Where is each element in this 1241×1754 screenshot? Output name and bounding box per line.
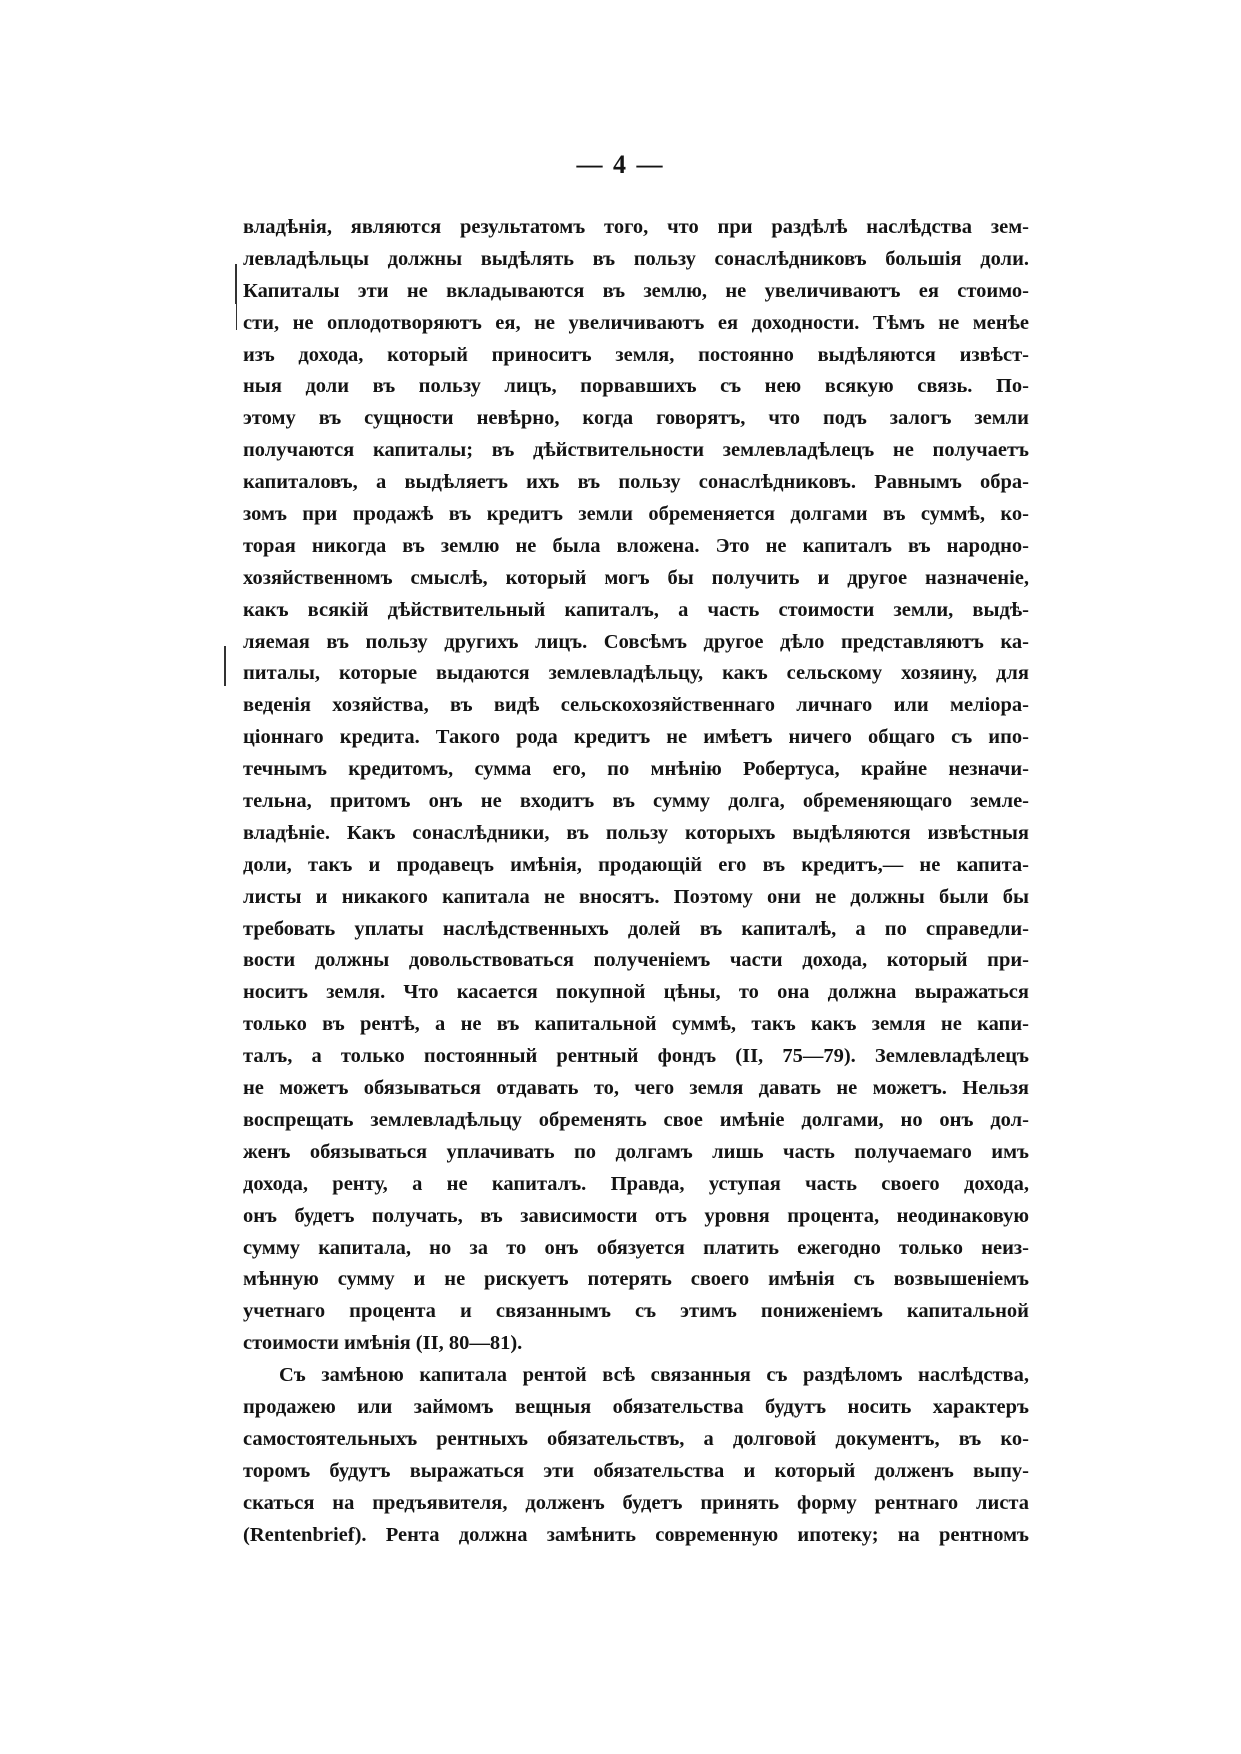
text-line: самостоятельныхъ рентныхъ обязательствъ, а долговой документъ, въ ко-: [243, 1427, 1029, 1450]
text-line: зомъ при продажѣ въ кредитъ земли обременяется долгами въ суммѣ, ко-: [243, 503, 1029, 526]
text-line: не можетъ обязываться отдавать то, чего земля давать не можетъ. Нельзя: [243, 1077, 1029, 1100]
text-line: какъ всякій дѣйствительный капиталъ, а часть стоимости земли, выдѣ-: [243, 598, 1029, 621]
text-line: дохода, ренту, а не капиталъ. Правда, уступая часть своего дохода,: [243, 1172, 1029, 1195]
text-line: владѣніе. Какъ сонаслѣдники, въ пользу которыхъ выдѣляются извѣстныя: [243, 821, 1029, 844]
text-line: Съ замѣною капитала рентой всѣ связанныя съ раздѣломъ наслѣдства,: [279, 1364, 1029, 1387]
text-line: сти, не оплодотворяютъ ея, не увеличиваютъ ея доходности. Тѣмъ не менѣе: [243, 311, 1029, 334]
text-line: веденія хозяйства, въ видѣ сельскохозяйственнаго личнаго или мелiора-: [243, 694, 1029, 717]
paragraph-1: [243, 212, 1029, 1360]
text-line: капиталовъ, а выдѣляетъ ихъ въ пользу сонаслѣдниковъ. Равнымъ обра-: [243, 471, 1029, 494]
body-text: [243, 212, 1029, 1551]
text-line: сумму капитала, но за то онъ обязуется платить ежегодно только неиз-: [243, 1236, 1029, 1259]
text-line: скаться на предъявителя, долженъ будетъ принять форму рентнаго листа: [243, 1491, 1029, 1514]
text-line: Капиталы эти не вкладываются въ землю, не увеличиваютъ ея стоимо-: [243, 279, 1029, 302]
text-line: ляемая въ пользу другихъ лицъ. Совсѣмъ другое дѣло представляютъ ка-: [243, 630, 1029, 653]
text-line: левладѣльцы должны выдѣлять въ пользу сонаслѣдниковъ большія доли.: [243, 247, 1029, 270]
text-line: стоимости имѣнія (II, 80—81).: [243, 1332, 523, 1355]
text-line: получаются капиталы; въ дѣйствительности землевладѣлецъ не получаетъ: [243, 439, 1029, 462]
text-line: только въ рентѣ, а не въ капитальной суммѣ, такъ какъ земля не капи-: [243, 1013, 1029, 1036]
text-line: хозяйственномъ смыслѣ, который могъ бы получить и другое назначеніе,: [243, 566, 1029, 589]
margin-mark: [224, 646, 226, 686]
text-line: требовать уплаты наслѣдственныхъ долей въ капиталѣ, а по справедли-: [243, 917, 1029, 940]
text-line: изъ дохода, который приноситъ земля, постоянно выдѣляются извѣст-: [243, 343, 1029, 366]
text-line: течнымъ кредитомъ, сумма его, по мнѣнію Робертуса, крайне незначи-: [243, 758, 1029, 781]
text-line: владѣнія, являются результатомъ того, что при раздѣлѣ наслѣдства зем-: [243, 216, 1029, 238]
text-line: ныя доли въ пользу лицъ, порвавшихъ съ нею всякую связь. По-: [243, 375, 1029, 398]
text-line: учетнаго процента и связаннымъ съ этимъ пониженіемъ капитальной: [243, 1300, 1029, 1323]
text-line: питалы, которые выдаются землевладѣльцу, какъ сельскому хозяину, для: [243, 662, 1029, 685]
margin-mark: [236, 292, 237, 330]
text-line: продажею или займомъ вещныя обязательства будутъ носить характеръ: [243, 1395, 1029, 1418]
text-line: (Rentenbrief). Рента должна замѣнить современную ипотеку; на рентномъ: [243, 1523, 1029, 1546]
text-line: торая никогда въ землю не была вложена. Это не капиталъ въ народно-: [243, 534, 1029, 557]
paragraph-2: [243, 1360, 1029, 1551]
text-line: торомъ будутъ выражаться эти обязательства и который долженъ выпу-: [243, 1459, 1029, 1482]
text-line: тельна, притомъ онъ не входитъ въ сумму долга, обременяющаго земле-: [243, 790, 1029, 813]
text-line: носитъ земля. Что касается покупной цѣны, то она должна выражаться: [243, 981, 1029, 1004]
text-line: женъ обязываться уплачивать по долгамъ лишь часть получаемаго имъ: [243, 1140, 1029, 1163]
text-line: листы и никакого капитала не вносятъ. Поэтому они не должны были бы: [243, 885, 1029, 908]
text-line: мѣнную сумму и не рискуетъ потерять своего имѣнія съ возвышеніемъ: [243, 1268, 1029, 1291]
text-line: талъ, а только постоянный рентный фондъ (II, 75—79). Землевладѣлецъ: [243, 1045, 1029, 1068]
text-line: этому въ сущности невѣрно, когда говорятъ, что подъ залогъ земли: [243, 407, 1029, 430]
page-number: — 4 —: [576, 150, 665, 179]
text-line: воспрещать землевладѣльцу обременять свое имѣніе долгами, но онъ дол-: [243, 1108, 1029, 1131]
text-line: доли, такъ и продавецъ имѣнія, продающій его въ кредитъ,— не капита-: [243, 853, 1029, 876]
text-line: онъ будетъ получать, въ зависимости отъ уровня процента, неодинаковую: [243, 1204, 1029, 1227]
text-line: ціоннаго кредита. Такого рода кредитъ не имѣетъ ничего общаго съ ипо-: [243, 726, 1029, 749]
text-line: вости должны довольствоваться полученіемъ части дохода, который при-: [243, 949, 1029, 972]
